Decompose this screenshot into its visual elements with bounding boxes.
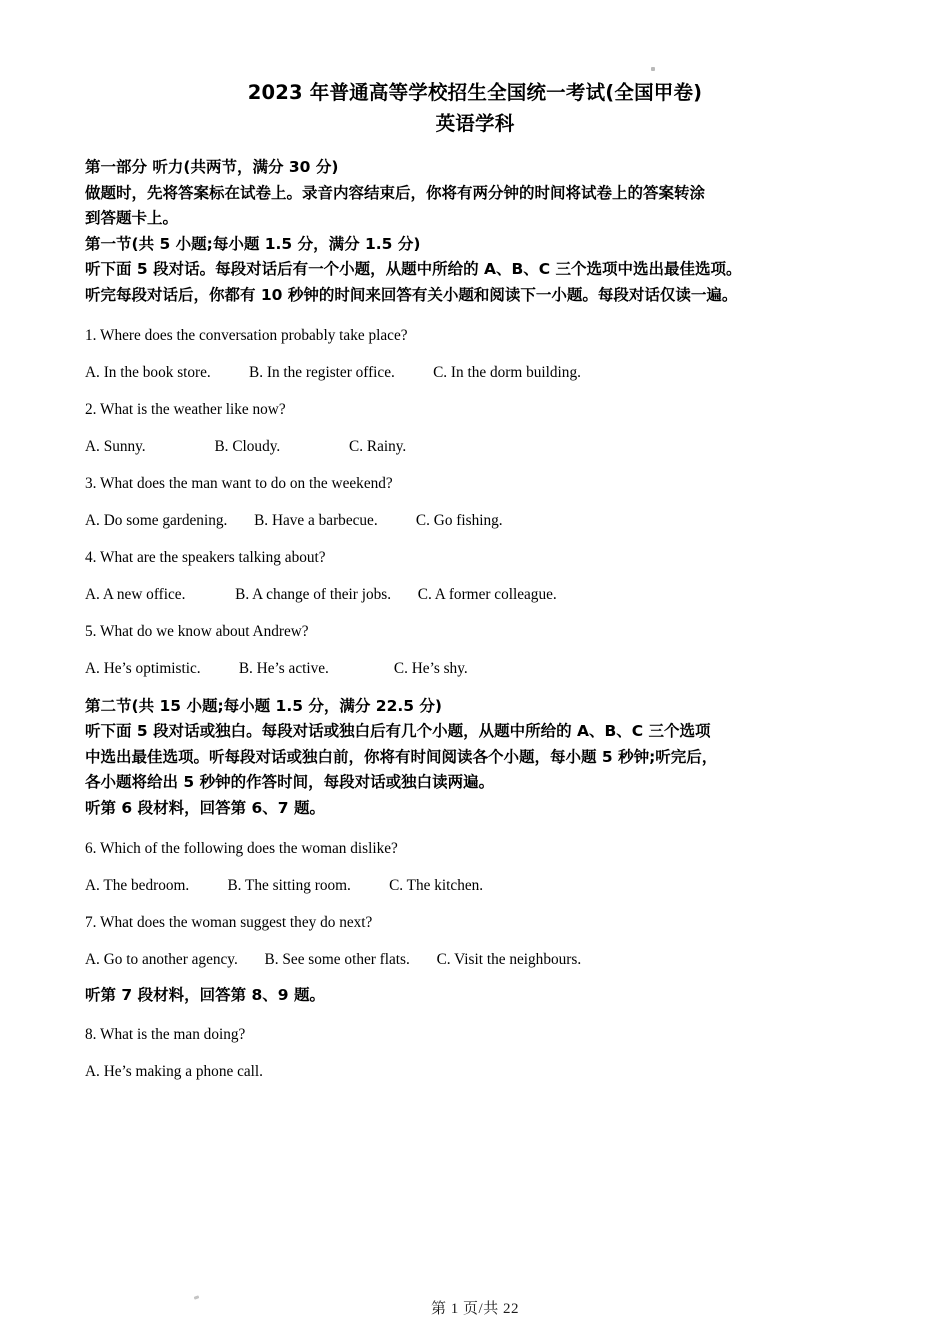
question-options: A. In the book store. B. In the register office. C. In the dorm building. <box>85 363 581 381</box>
question-stem: 8. What is the man doing? <box>85 1026 246 1044</box>
page-footer <box>0 1297 950 1318</box>
question-options: A. Do some gardening. B. Have a barbecue. C. Go fishing. <box>85 511 503 529</box>
question-stem: 7. What does the woman suggest they do next? <box>85 913 373 931</box>
document-body <box>85 155 871 1082</box>
page-number-label: 第 1 页/共 22 <box>431 1301 519 1317</box>
question-options: A. A new office. B. A change of their jobs. C. A former colleague. <box>85 585 557 603</box>
question-options: A. The bedroom. B. The sitting room. C. The kitchen. <box>85 876 484 894</box>
part-one-note-line-2: 到答题卡上。 <box>85 209 179 228</box>
section-two-instruction-line-2: 中选出最佳选项。听每段对话或独白前，你将有时间阅读各个小题，每小题 5 秒钟;听完后， <box>85 747 718 766</box>
scan-speck-icon <box>651 67 655 71</box>
question-options: A. He’s making a phone call. <box>85 1063 263 1081</box>
document-subtitle: 英语学科 <box>435 112 515 135</box>
question-options: A. Go to another agency. B. See some other flats. C. Visit the neighbours. <box>85 950 582 968</box>
question-stem: 2. What is the weather like now? <box>85 400 286 418</box>
passage-heading: 听第 7 段材料，回答第 8、9 题。 <box>85 985 325 1004</box>
section-two-instruction-line-3: 各小题将给出 5 秒钟的作答时间，每段对话或独白读两遍。 <box>85 773 495 792</box>
section-two-heading: 第二节(共 15 小题;每小题 1.5 分，满分 22.5 分) <box>85 696 443 715</box>
section-one-instruction-line-2: 听完每段对话后，你都有 10 秒钟的时间来回答有关小题和阅读下一小题。每段对话仅读一遍。 <box>85 285 738 304</box>
section-one-heading: 第一节(共 5 小题;每小题 1.5 分，满分 1.5 分) <box>85 234 421 253</box>
section-one-instruction-line-1: 听下面 5 段对话。每段对话后有一个小题，从题中所给的 A、B、C 三个选项中选出最佳选项。 <box>85 260 742 279</box>
question-stem: 3. What does the man want to do on the weekend? <box>85 474 393 492</box>
document-title: 2023 年普通高等学校招生全国统一考试(全国甲卷) <box>247 81 703 104</box>
question-options: A. He’s optimistic. B. He’s active. C. He’s shy. <box>85 659 468 677</box>
question-options: A. Sunny. B. Cloudy. C. Rainy. <box>85 437 407 455</box>
section-two-instruction-line-1: 听下面 5 段对话或独白。每段对话或独白后有几个小题，从题中所给的 A、B、C 三个选项 <box>85 722 711 741</box>
question-stem: 6. Which of the following does the woman dislike? <box>85 839 398 857</box>
question-stem: 5. What do we know about Andrew? <box>85 622 309 640</box>
part-one-heading: 第一部分 听力(共两节，满分 30 分) <box>85 158 339 176</box>
part-one-note-line-1: 做题时，先将答案标在试卷上。录音内容结束后，你将有两分钟的时间将试卷上的答案转涂 <box>85 183 706 202</box>
question-stem: 4. What are the speakers talking about? <box>85 548 326 566</box>
question-stem: 1. Where does the conversation probably take place? <box>85 326 408 344</box>
page-title <box>0 78 950 139</box>
passage-heading: 听第 6 段材料，回答第 6、7 题。 <box>85 798 325 817</box>
